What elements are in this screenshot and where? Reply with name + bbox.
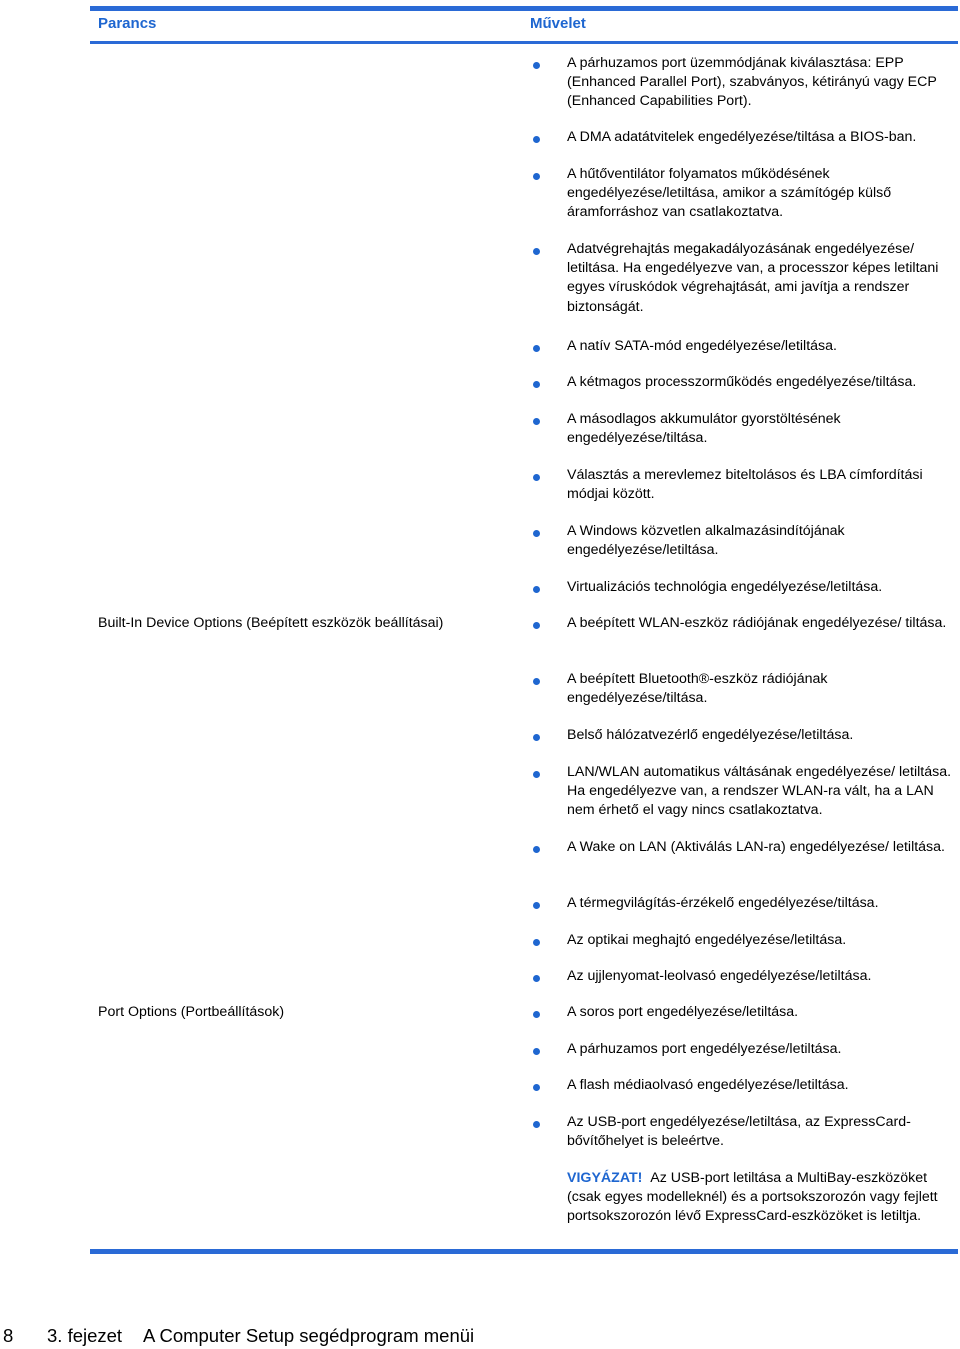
bullet-icon xyxy=(533,1011,540,1018)
bullet-icon xyxy=(533,939,540,946)
bullet-icon xyxy=(533,1048,540,1055)
list-item: A natív SATA-mód engedélyezése/letiltása. xyxy=(567,338,837,354)
list-item: A DMA adatátvitelek engedélyezése/tiltása a BIOS-ban. xyxy=(567,129,917,145)
command-built-in-device-options: Built-In Device Options (Beépített eszközök beállításai) xyxy=(98,615,444,631)
bullet-icon xyxy=(533,622,540,629)
bullet-icon xyxy=(533,530,540,537)
bullet-icon xyxy=(533,248,540,255)
bullet-icon xyxy=(533,678,540,685)
table-bottom-rule xyxy=(90,1249,958,1254)
bullet-icon xyxy=(533,62,540,69)
caution-note xyxy=(567,1169,959,1227)
list-item: Választás a merevlemez biteltolásos és LBA címfordítási módjai között. xyxy=(567,467,923,503)
bullet-icon xyxy=(533,345,540,352)
table-top-rule xyxy=(90,6,958,11)
bullet-icon xyxy=(533,1084,540,1091)
chapter-title: A Computer Setup segédprogram menüi xyxy=(143,1325,475,1346)
command-port-options: Port Options (Portbeállítások) xyxy=(98,1004,285,1020)
table-header-rule xyxy=(90,41,958,44)
list-item: A párhuzamos port engedélyezése/letiltása. xyxy=(567,1041,842,1057)
list-item: A térmegvilágítás-érzékelő engedélyezése/tiltása. xyxy=(567,895,879,911)
list-item: LAN/WLAN automatikus váltásának engedélyezése/ letiltása. Ha engedélyezve van, a rendszer WLAN-ra vált, ha a LAN nem érhető el vagy nincs csatlakoztatva. xyxy=(567,764,952,819)
caution-label: VIGYÁZAT! xyxy=(567,1170,643,1186)
list-item: Az USB-port engedélyezése/letiltása, az ExpressCard-bővítőhelyet is beleértve. xyxy=(567,1114,911,1150)
list-item: Adatvégrehajtás megakadályozásának engedélyezése/ letiltása. Ha engedélyezve van, a processzor képes letiltani egyes víruskódok végrehajtását, ami javítja a rendszer biztonságát. xyxy=(567,241,939,315)
list-item: Belső hálózatvezérlő engedélyezése/letiltása. xyxy=(567,727,854,743)
bullet-icon xyxy=(533,173,540,180)
list-item: Virtualizációs technológia engedélyezése/letiltása. xyxy=(567,579,883,595)
page-number: 8 xyxy=(3,1325,14,1346)
bullet-icon xyxy=(533,734,540,741)
bullet-icon xyxy=(533,975,540,982)
bullet-icon xyxy=(533,771,540,778)
list-item: A párhuzamos port üzemmódjának kiválasztása: EPP (Enhanced Parallel Port), szabványos, kétirányú vagy ECP (Enhanced Capabilities Port). xyxy=(567,55,937,110)
list-item: A Wake on LAN (Aktiválás LAN-ra) engedélyezése/ letiltása. xyxy=(567,839,945,855)
header-command: Parancs xyxy=(98,15,157,32)
bullet-icon xyxy=(533,418,540,425)
header-action: Művelet xyxy=(530,15,586,32)
list-item: A beépített WLAN-eszköz rádiójának engedélyezése/ tiltása. xyxy=(567,615,947,631)
list-item: Az optikai meghajtó engedélyezése/letiltása. xyxy=(567,932,847,948)
list-item: A beépített Bluetooth®-eszköz rádiójának engedélyezése/tiltása. xyxy=(567,671,828,707)
list-item: A soros port engedélyezése/letiltása. xyxy=(567,1004,799,1020)
bullet-icon xyxy=(533,381,540,388)
list-item: Az ujjlenyomat-leolvasó engedélyezése/letiltása. xyxy=(567,968,872,984)
list-item: A kétmagos processzorműködés engedélyezése/tiltása. xyxy=(567,374,917,390)
list-item: A flash médiaolvasó engedélyezése/letiltása. xyxy=(567,1077,849,1093)
list-item: A Windows közvetlen alkalmazásindítójának engedélyezése/letiltása. xyxy=(567,523,845,559)
bullet-icon xyxy=(533,1121,540,1128)
bullet-icon xyxy=(533,474,540,481)
list-item: A másodlagos akkumulátor gyorstöltésének engedélyezése/tiltása. xyxy=(567,411,841,447)
bullet-icon xyxy=(533,586,540,593)
list-item: A hűtőventilátor folyamatos működésének engedélyezése/letiltása, amikor a számítógép külső áramforráshoz van csatlakoztatva. xyxy=(567,166,892,221)
caution-text: Az USB-port letiltása a MultiBay-eszközöket (csak egyes modelleknél) és a portsokszorozón vagy fejlett portsokszorozón lévő ExpressCard-eszközöket is letiltja. xyxy=(567,1170,938,1225)
bullet-icon xyxy=(533,846,540,853)
bullet-icon xyxy=(533,136,540,143)
bullet-icon xyxy=(533,902,540,909)
chapter-label: 3. fejezet xyxy=(47,1325,123,1346)
